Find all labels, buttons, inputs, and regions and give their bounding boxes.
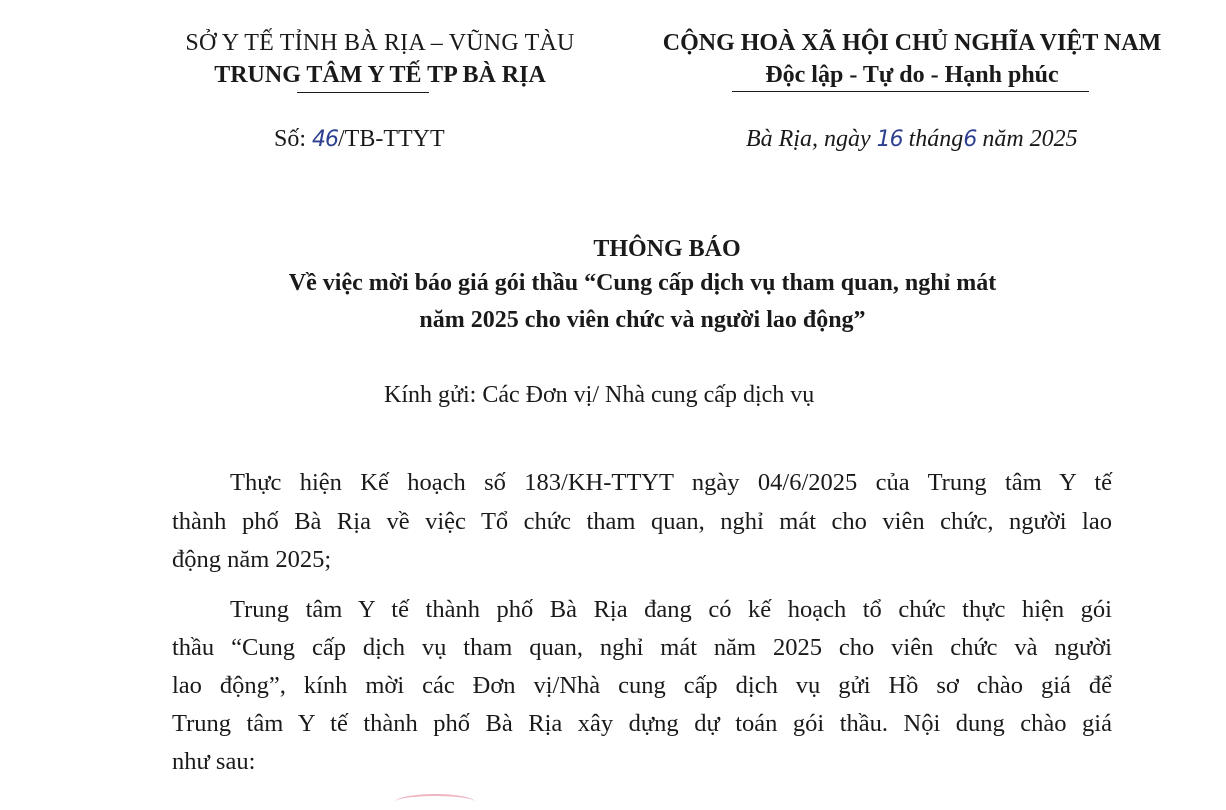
handwritten-number: 46 (312, 127, 339, 152)
paragraph-line: như sau: (172, 748, 256, 775)
paragraph-line: Trung tâm Y tế thành phố Bà Rịa xây dựng dự toán gói thầu. Nội dung chào giá (172, 710, 1112, 737)
document-number (274, 126, 445, 153)
stamp-mark-fragment (395, 794, 475, 810)
unit-name-underline (297, 92, 429, 93)
document-number-prefix: Số: (274, 126, 307, 152)
paragraph-line: lao động”, kính mời các Đơn vị/Nhà cung cấp dịch vụ gửi Hồ sơ chào giá để (172, 672, 1112, 699)
date-prefix: Bà Rịa, ngày (746, 126, 871, 152)
document-title: THÔNG BÁO (593, 236, 741, 262)
document-subtitle-line: Về việc mời báo giá gói thầu “Cung cấp dịch vụ tham quan, nghỉ mát (288, 270, 997, 296)
recipient-line: Kính gửi: Các Đơn vị/ Nhà cung cấp dịch vụ (384, 382, 815, 408)
month-label: tháng (908, 126, 964, 152)
motto-underline (732, 91, 1089, 92)
national-motto: Độc lập - Tự do - Hạnh phúc (765, 62, 1059, 88)
year-label: năm 2025 (982, 126, 1078, 152)
nation-name: CỘNG HOÀ XÃ HỘI CHỦ NGHĨA VIỆT NAM (662, 30, 1162, 56)
paragraph-line: thầu “Cung cấp dịch vụ tham quan, nghỉ mát năm 2025 cho viên chức và người (172, 634, 1112, 661)
paragraph-line: Trung tâm Y tế thành phố Bà Rịa đang có kế hoạch tổ chức thực hiện gói (230, 596, 1112, 623)
document-number-suffix: /TB-TTYT (338, 126, 445, 152)
unit-name: TRUNG TÂM Y TẾ TP BÀ RỊA (214, 62, 546, 88)
document-date (746, 126, 1078, 153)
handwritten-day: 16 (876, 127, 903, 152)
agency-name: SỞ Y TẾ TỈNH BÀ RỊA – VŨNG TÀU (185, 30, 575, 56)
paragraph-line: thành phố Bà Rịa về việc Tổ chức tham quan, nghỉ mát cho viên chức, người lao (172, 508, 1112, 535)
paragraph-line: Thực hiện Kế hoạch số 183/KH-TTYT ngày 04/6/2025 của Trung tâm Y tế (230, 469, 1112, 496)
document-subtitle-line: năm 2025 cho viên chức và người lao động” (419, 307, 866, 333)
handwritten-month: 6 (963, 127, 977, 152)
paragraph-line: động năm 2025; (172, 546, 332, 573)
